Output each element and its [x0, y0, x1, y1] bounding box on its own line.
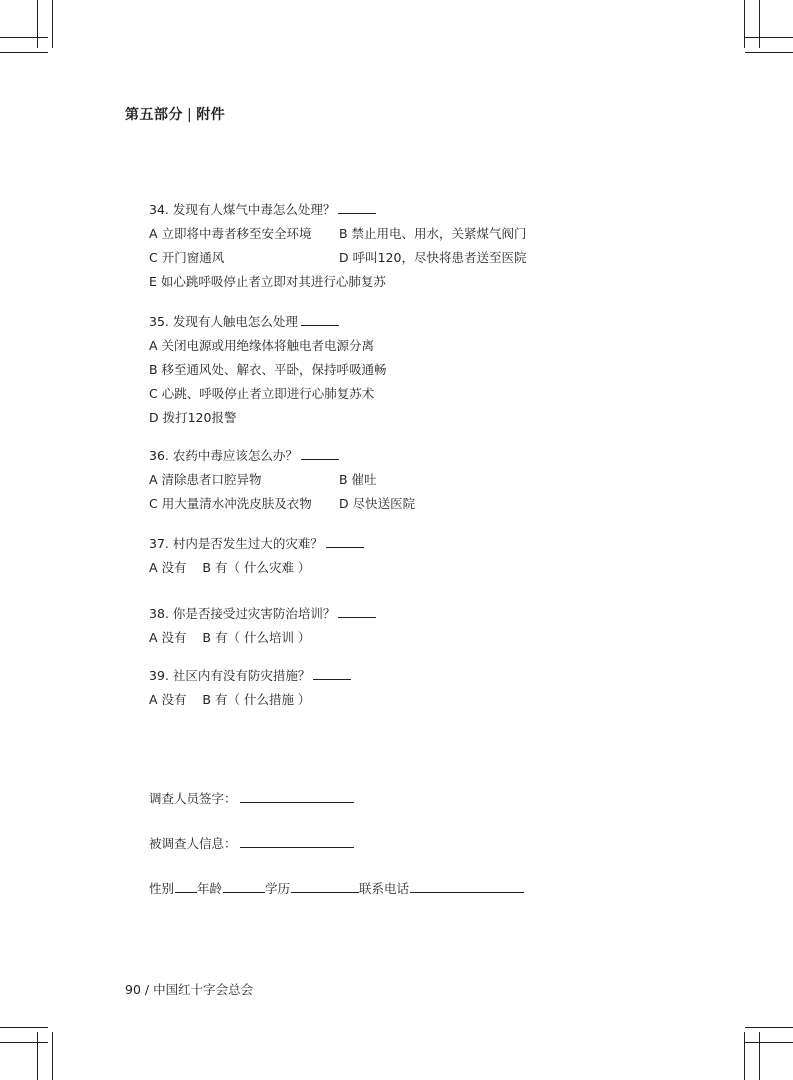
option-row: A 立即将中毒者移至安全环境 B 禁止用电、用水，关紧煤气阀门	[149, 226, 527, 241]
crop-mark	[744, 1032, 745, 1080]
crop-mark	[745, 1027, 793, 1028]
answer-blank[interactable]	[338, 212, 376, 214]
question-36: 36. 农药中毒应该怎么办？	[149, 446, 339, 464]
crop-mark	[52, 0, 53, 48]
running-header	[125, 104, 225, 124]
option-row: A 没有 B 有（ 什么措施 ）	[149, 692, 311, 707]
answer-blank[interactable]	[338, 616, 376, 618]
signature-field[interactable]	[240, 801, 354, 803]
answer-blank[interactable]	[326, 546, 364, 548]
age-field[interactable]	[223, 891, 265, 893]
question-34: 34. 发现有人煤气中毒怎么处理？	[149, 200, 376, 218]
crop-mark	[37, 0, 38, 48]
option-row: C 开门窗通风 D 呼叫120，尽快将患者送至医院	[149, 250, 527, 265]
answer-blank[interactable]	[301, 324, 339, 326]
footer-separator: /	[144, 982, 150, 997]
option-row: C 用大量清水冲洗皮肤及衣物 D 尽快送医院	[149, 496, 416, 511]
investigator-signature: 调查人员签字：	[149, 789, 354, 807]
option-row: E 如心跳呼吸停止者立即对其进行心肺复苏	[149, 274, 386, 289]
answer-blank[interactable]	[313, 678, 351, 680]
education-field[interactable]	[291, 891, 359, 893]
crop-mark	[0, 1042, 48, 1043]
header-separator: |	[187, 107, 193, 123]
section-label: 第五部分	[125, 107, 183, 123]
crop-mark	[0, 37, 48, 38]
crop-mark	[52, 1032, 53, 1080]
option-row: A 关闭电源或用绝缘体将触电者电源分离	[149, 338, 375, 353]
option-row: C 心跳、呼吸停止者立即进行心肺复苏术	[149, 386, 375, 401]
crop-mark	[0, 52, 48, 53]
crop-mark	[0, 1027, 48, 1028]
answer-blank[interactable]	[301, 458, 339, 460]
option-row: B 移至通风处、解衣、平卧，保持呼吸通畅	[149, 362, 387, 377]
crop-mark	[759, 1032, 760, 1080]
question-39: 39. 社区内有没有防灾措施？	[149, 666, 351, 684]
phone-field[interactable]	[410, 891, 524, 893]
gender-field[interactable]	[175, 891, 197, 893]
header-title: 附件	[196, 107, 226, 123]
page-footer	[125, 980, 253, 998]
respondent-info: 被调查人信息：	[149, 834, 354, 852]
option-row: A 清除患者口腔异物 B 催吐	[149, 472, 377, 487]
question-37: 37. 村内是否发生过大的灾难？	[149, 534, 364, 552]
crop-mark	[745, 52, 793, 53]
option-row: A 没有 B 有（ 什么灾难 ）	[149, 560, 311, 575]
crop-mark	[745, 37, 793, 38]
publisher-name: 中国红十字会总会	[153, 982, 254, 997]
question-35: 35. 发现有人触电怎么处理	[149, 312, 339, 330]
question-38: 38. 你是否接受过灾害防治培训？	[149, 604, 376, 622]
option-row: A 没有 B 有（ 什么培训 ）	[149, 630, 311, 645]
respondent-details: 性别 年龄 学历 联系电话	[149, 879, 524, 897]
crop-mark	[745, 1042, 793, 1043]
crop-mark	[744, 0, 745, 48]
page-number: 90	[125, 982, 141, 997]
respondent-field[interactable]	[240, 846, 354, 848]
crop-mark	[37, 1032, 38, 1080]
option-row: D 拨打120报警	[149, 410, 237, 425]
crop-mark	[759, 0, 760, 48]
